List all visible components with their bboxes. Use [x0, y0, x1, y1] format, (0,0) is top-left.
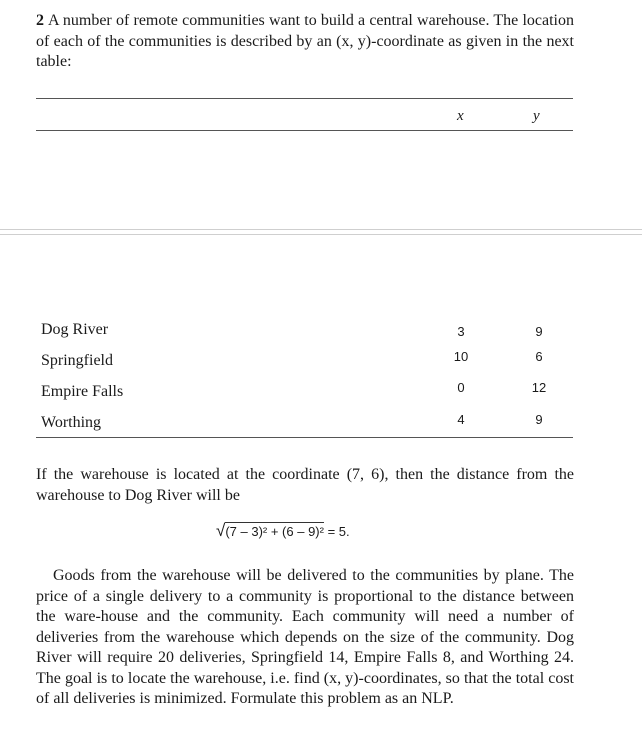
page-separator	[0, 229, 642, 230]
problem-number: 2	[36, 12, 44, 29]
distance-paragraph: If the warehouse is located at the coordinate (7, 6), then the distance from the warehouse to Dog River will be	[36, 466, 574, 504]
formula-radicand: (7 – 3)² + (6 – 9)²	[225, 524, 324, 539]
sqrt-icon: √	[216, 521, 226, 540]
problem-intro-text: A number of remote communities want to build a central warehouse. The location of each of the communities is described by an (x, y)-coordinate as given in the next table:	[36, 12, 574, 70]
problem-intro	[36, 11, 574, 73]
table-header-y: y	[533, 108, 540, 124]
table-top-rule	[36, 98, 573, 99]
table-header-x: x	[457, 108, 464, 124]
page-separator	[0, 234, 642, 235]
table-bottom-rule	[36, 437, 573, 438]
row-name: Empire Falls	[41, 383, 124, 400]
body-paragraph: Goods from the warehouse will be delivered to the communities by plane. The price of a single delivery to a community is proportional to the distance between the ware-house and the community. Each community will need a number of deliveries from the warehouse which depends on the size of the community. Dog River will require 20 deliveries, Springfield 14, Empire Falls 8, and Worthing 24. The goal is to locate the warehouse, i.e. find (x, y)-coordinates, so that the total cost of all deliveries is minimized. Formulate this problem as an NLP.	[36, 567, 574, 707]
row-x: 0	[457, 380, 465, 395]
distance-formula	[216, 521, 350, 541]
row-name: Dog River	[41, 321, 109, 338]
row-y: 12	[531, 380, 547, 395]
table-header-rule	[36, 130, 573, 131]
row-y: 9	[535, 324, 543, 339]
formula-result: = 5.	[327, 524, 350, 539]
row-name: Worthing	[41, 414, 102, 431]
row-x: 4	[457, 412, 465, 427]
row-x: 10	[453, 349, 469, 364]
row-name: Springfield	[41, 352, 113, 369]
row-y: 6	[535, 349, 543, 364]
row-x: 3	[457, 324, 465, 339]
row-y: 9	[535, 412, 543, 427]
